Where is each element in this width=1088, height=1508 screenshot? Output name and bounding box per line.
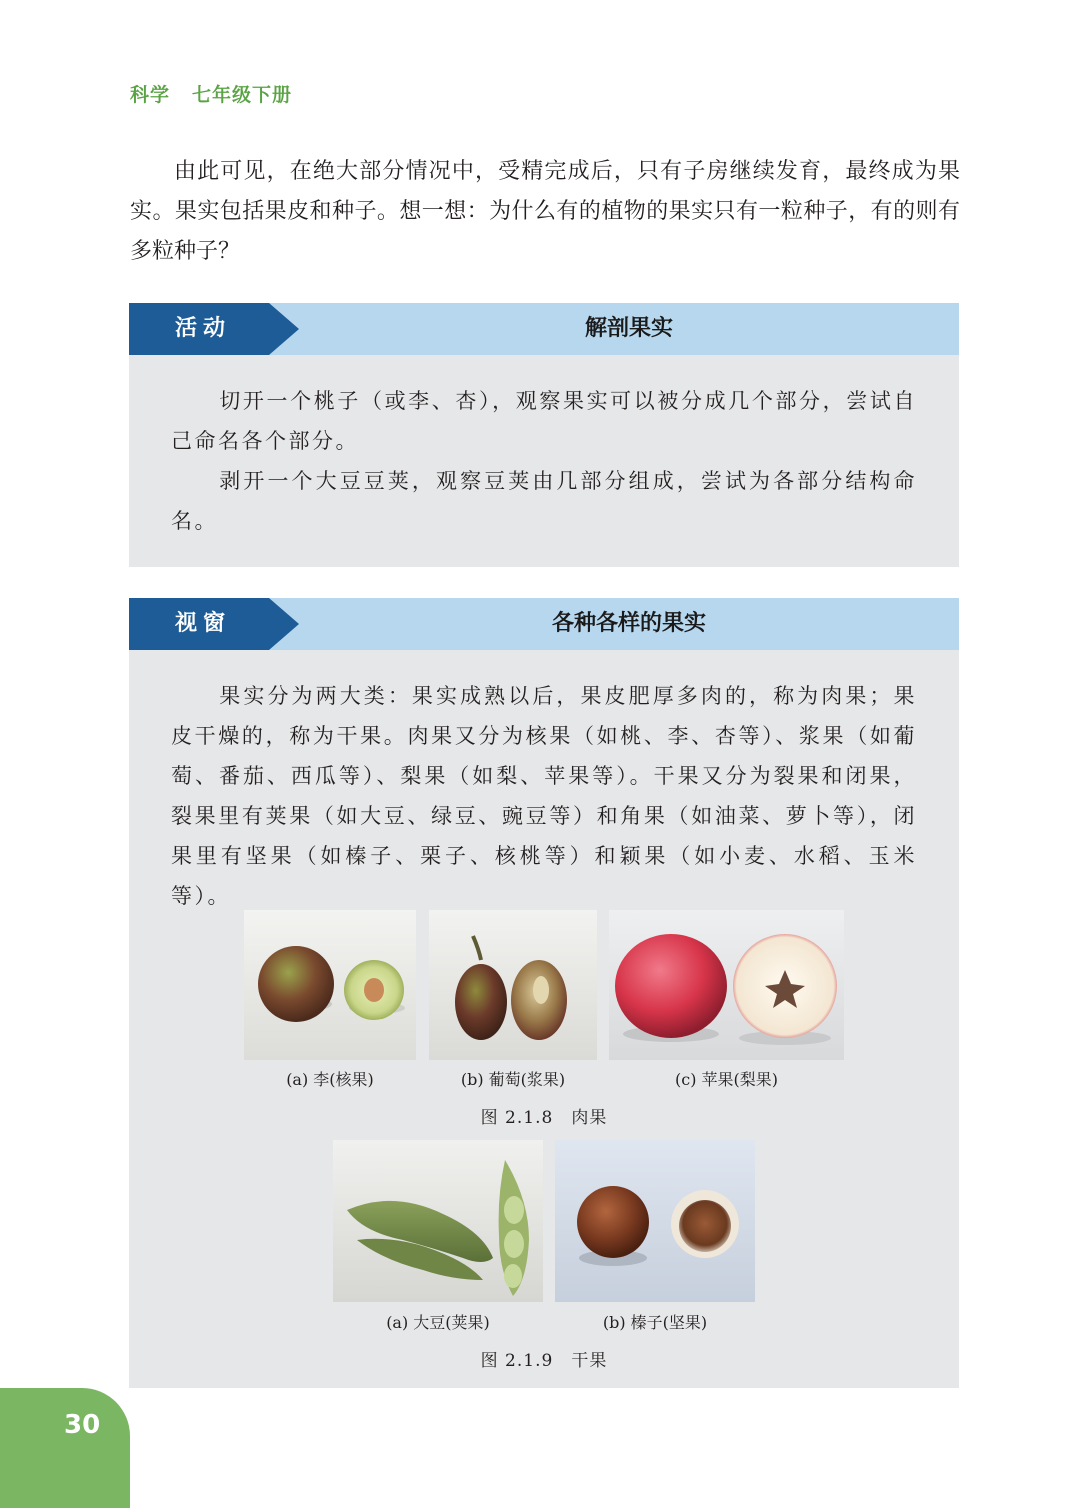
activity-tag: 活动 [175, 316, 232, 341]
intro-paragraph: 由此可见，在绝大部分情况中，受精完成后，只有子房继续发育，最终成为果实。果实包括果皮和种子。想一想：为什么有的植物的果实只有一粒种子，有的则有多粒种子？ [130, 159, 960, 264]
grape-photo [429, 910, 597, 1060]
activity-text [171, 381, 917, 541]
caption-apple: (c) 苹果(梨果) [674, 1070, 779, 1089]
caption-hazelnut: (b) 榛子(坚果) [602, 1313, 708, 1332]
header-subject: 科学 [130, 84, 171, 106]
figure-818-title: 图 2.1.8 肉果 [480, 1108, 608, 1128]
caption-grape: (b) 葡萄(浆果) [460, 1070, 566, 1089]
window-banner [129, 598, 959, 650]
window-title: 各种各样的果实 [551, 611, 706, 636]
intro-text [130, 152, 960, 272]
apple-photo [609, 910, 844, 1060]
caption-plum: (a) 李(核果) [286, 1070, 374, 1089]
window-paragraph: 果实分为两大类：果实成熟以后，果皮肥厚多肉的，称为肉果；果皮干燥的，称为干果。肉果又分为核果（如桃、李、杏等）、浆果（如葡萄、番茄、西瓜等）、梨果（如梨、苹果等）。干果又分为裂果和闭果，裂果里有荚果（如大豆、绿豆、豌豆等）和角果（如油菜、萝卜等），闭果里有坚果（如榛子、栗子、核桃等）和颖果（如小麦、水稻、玉米等）。 [171, 684, 917, 908]
activity-title: 解剖果实 [584, 316, 673, 341]
activity-banner [129, 303, 959, 355]
hazelnut-photo [555, 1140, 755, 1302]
plum-photo [244, 910, 416, 1060]
figure-819-title: 图 2.1.9 干果 [480, 1351, 608, 1371]
soybean-photo [333, 1140, 543, 1302]
page-number: 30 [64, 1410, 101, 1440]
window-tag: 视窗 [175, 611, 232, 636]
running-header [130, 80, 292, 107]
caption-soybean: (a) 大豆(荚果) [386, 1313, 490, 1332]
header-grade: 七年级下册 [192, 84, 293, 106]
activity-box [129, 355, 959, 567]
page-number-tab [0, 1388, 130, 1508]
activity-paragraph-1: 切开一个桃子（或李、杏），观察果实可以被分成几个部分，尝试自己命名各个部分。 [171, 389, 917, 453]
activity-paragraph-2: 剥开一个大豆豆荚，观察豆荚由几部分组成，尝试为各部分结构命名。 [171, 469, 917, 533]
window-text [171, 676, 917, 916]
